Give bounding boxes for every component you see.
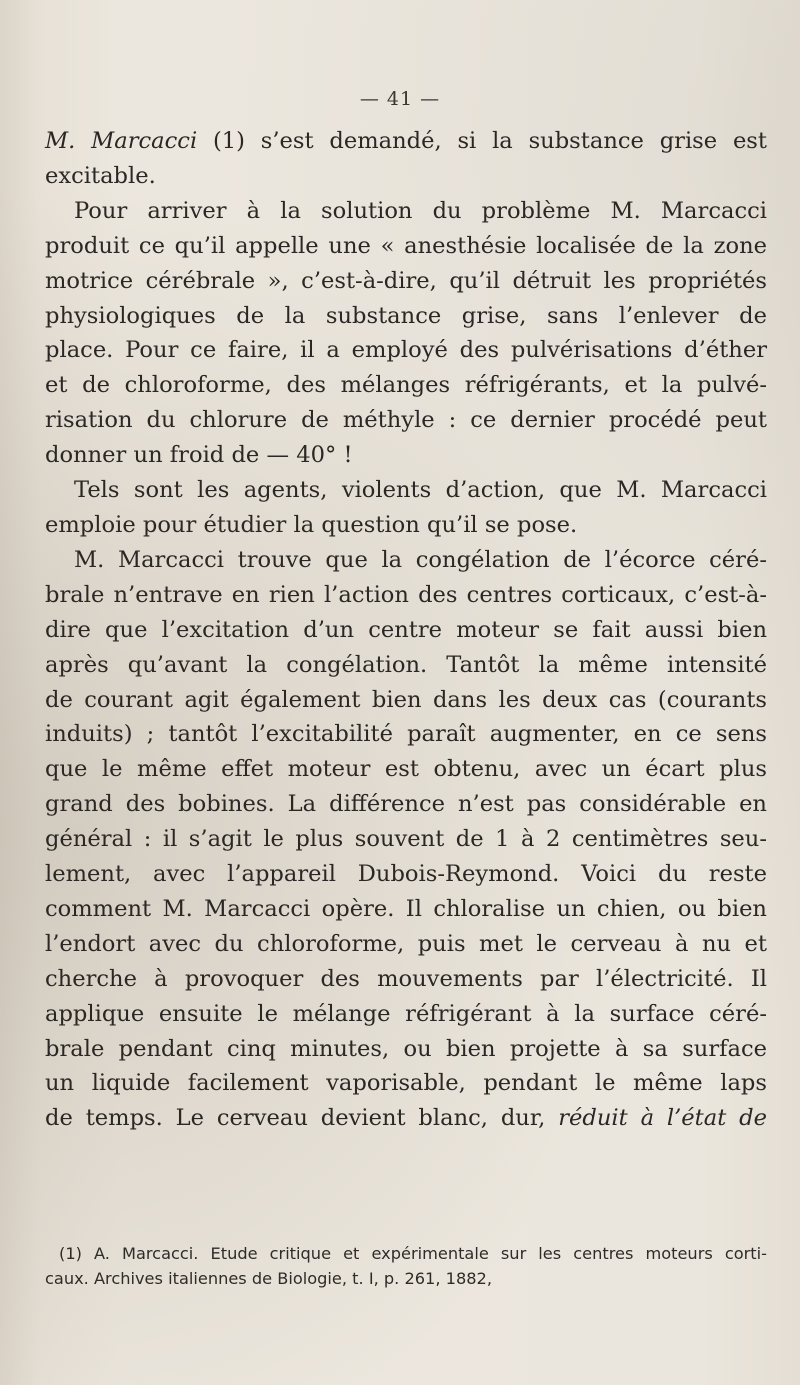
paragraph-line [45,403,767,438]
paragraph-line [45,333,767,368]
text-segment: Tels sont les agents, violents d’action, que M. Marcacci [74,477,767,504]
paragraph-line [45,787,767,822]
paragraph [45,124,767,194]
text-segment: risation du chlorure de méthyle : ce dernier procédé peut [45,407,767,434]
text-segment: brale n’entrave en rien l’action des centres corticaux, c’est-à- [45,581,767,608]
text-segment: cherche à provoquer des mouvements par l’électricité. Il [45,965,767,992]
text-segment: applique ensuite le mélange réfrigérant à la surface céré- [45,1000,767,1027]
paragraph-line [45,613,767,648]
text-segment: comment M. Marcacci opère. Il chloralise un chien, ou bien [45,895,767,922]
text-segment: excitable. [45,162,156,189]
paragraph-line [45,927,767,962]
text-segment: et de chloroforme, des mélanges réfrigérants, et la pulvé- [45,372,767,399]
text-segment: produit ce qu’il appelle une « anesthésie localisée de la zone [45,232,767,259]
footnote-line [45,1241,767,1266]
paragraph-line [45,752,767,787]
paragraph-line [45,473,767,508]
paragraph-line [45,892,767,927]
paragraph-line [45,962,767,997]
italic-text: M. Marcacci [45,128,198,154]
text-segment: M. Marcacci trouve que la congélation de l’écorce céré- [74,546,767,573]
paragraph-line [45,124,767,159]
paragraph-line [45,264,767,299]
paragraph-line [45,368,767,403]
text-segment: un liquide facilement vaporisable, pendant le même laps [45,1070,767,1097]
footnote-line [45,1266,767,1291]
text-segment: place. Pour ce faire, il a employé des pulvérisations d’éther [45,337,767,364]
paragraph-line [45,857,767,892]
paragraph-line [45,159,767,194]
paragraph-line [45,299,767,334]
paragraph-line [45,194,767,229]
text-segment: motrice cérébrale », c’est-à-dire, qu’il détruit les propriétés [45,267,767,294]
paragraph-line [45,1101,767,1136]
text-segment: brale pendant cinq minutes, ou bien projette à sa surface [45,1035,767,1062]
paragraph [45,194,767,473]
text-segment: lement, avec l’appareil Dubois-Reymond. Voici du reste [45,861,767,888]
paragraph-line [45,508,767,543]
italic-text: réduit à l’état de [558,1105,768,1132]
text-segment: dire que l’excitation d’un centre moteur se fait aussi bien [45,616,767,643]
paragraph-line [45,438,767,473]
paragraph-line [45,648,767,683]
body-text [45,124,767,1136]
text-segment: l’endort avec du chloroforme, puis met le cerveau à nu et [45,930,767,957]
paragraph [45,473,767,543]
paragraph-line [45,543,767,578]
paragraph-line [45,578,767,613]
paragraph-line [45,822,767,857]
text-segment: induits) ; tantôt l’excitabilité paraît augmenter, en ce sens [45,721,767,748]
text-segment: grand des bobines. La différence n’est pas considérable en [45,791,767,818]
paragraph-line [45,997,767,1032]
text-segment: de temps. Le cerveau devient blanc, dur, [45,1105,559,1132]
text-segment: (1) A. Marcacci. Etude critique et expérimentale sur les centres moteurs corti- [59,1244,767,1263]
paragraph-line [45,1032,767,1067]
text-segment: emploie pour étudier la question qu’il se pose. [45,511,578,538]
text-segment: après qu’avant la congélation. Tantôt la même intensité [45,651,767,678]
text-segment: Pour arriver à la solution du problème M. Marcacci [74,197,767,224]
paragraph [45,543,767,1136]
paragraph-line [45,1066,767,1101]
paragraph-line [45,683,767,718]
text-segment: donner un froid de — 40° ! [45,442,353,469]
text-segment: (1) s’est demandé, si la substance grise est [197,128,767,154]
footnote [45,1241,767,1291]
text-segment: physiologiques de la substance grise, sans l’enlever de [45,302,767,329]
paragraph-line [45,717,767,752]
text-segment: de courant agit également bien dans les deux cas (courants [45,686,767,713]
paragraph-line [45,229,767,264]
text-segment: général : il s’agit le plus souvent de 1 à 2 centimètres seu- [45,826,767,853]
page-number: — 41 — [359,88,441,110]
text-segment: caux. Archives italiennes de Biologie, t. I, p. 261, 1882, [45,1269,492,1288]
text-segment: que le même effet moteur est obtenu, avec un écart plus [45,756,767,783]
